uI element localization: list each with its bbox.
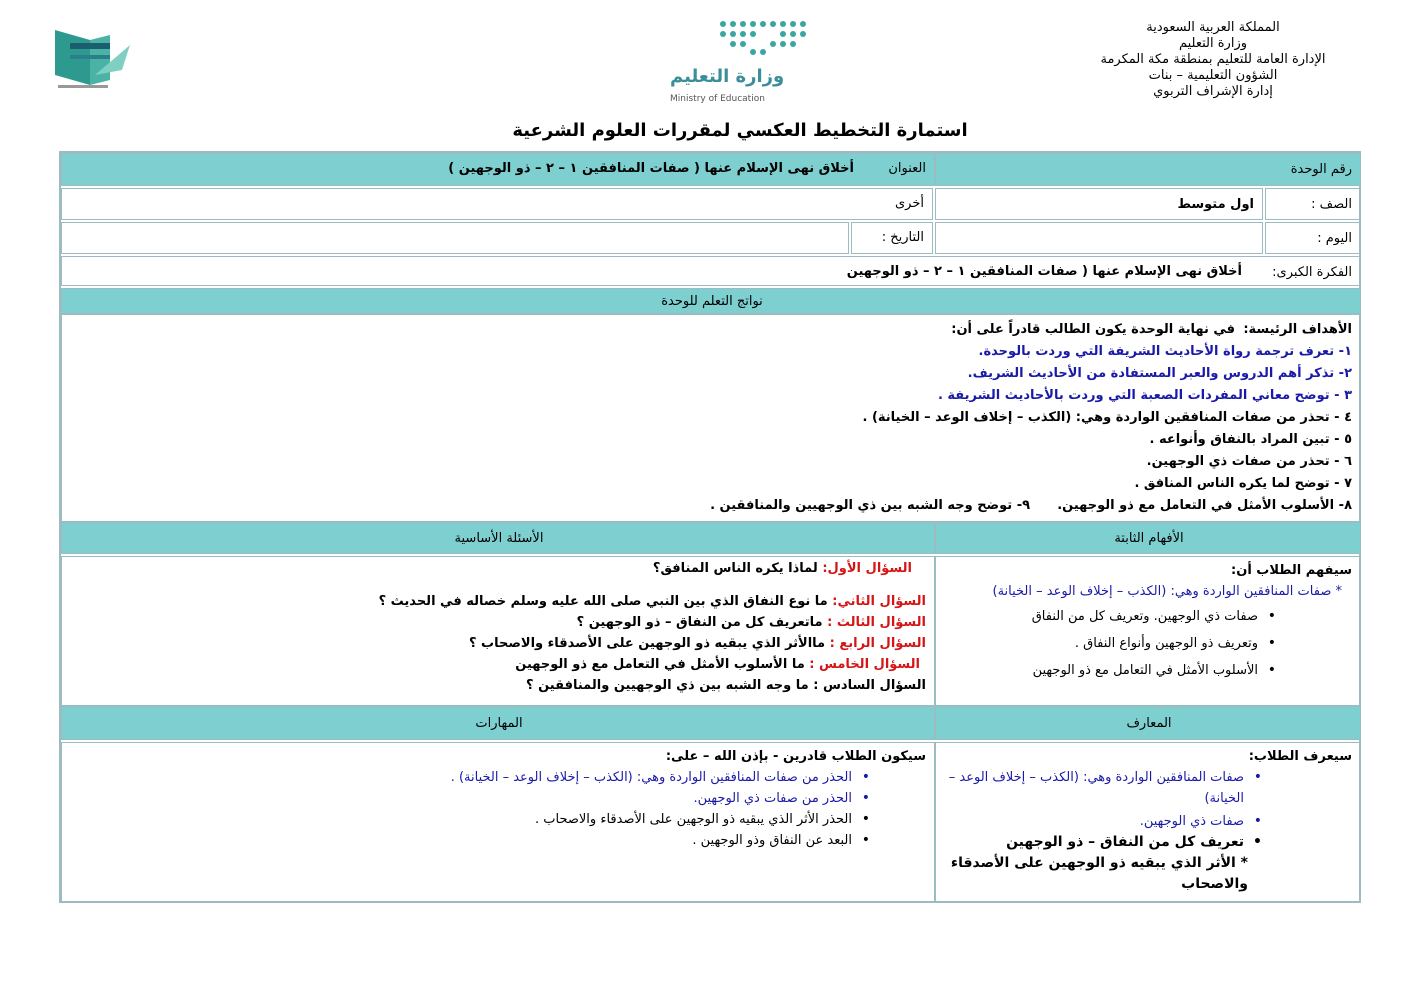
goals-intro-label: الأهداف الرئيسة: xyxy=(1243,322,1352,337)
header-line: الشؤون التعليمية – بنات xyxy=(1148,68,1278,83)
class-label-cell xyxy=(1265,188,1361,220)
skills-header-cell xyxy=(61,706,935,740)
title-cell xyxy=(61,153,935,186)
question-text: ماتعريف كل من النفاق – ذو الوجهين ؟ xyxy=(576,615,823,630)
day-label-cell xyxy=(1265,222,1361,254)
goal-text: تحذر من صفات ذي الوجهين. xyxy=(1146,454,1330,469)
understanding-item: • وتعريف ذو الوجهين وأنواع النفاق . xyxy=(942,633,1262,654)
question-item xyxy=(66,615,926,636)
question-label: السؤال الرابع : xyxy=(829,636,926,651)
moe-logo-english: Ministry of Education xyxy=(670,94,765,104)
skill-item: • الحذر من صفات المنافقين الواردة وهي: (الكذب – إخلاف الوعد – الخيانة) . xyxy=(66,767,856,788)
class-value-cell xyxy=(935,188,1263,220)
goal-num: ٢- xyxy=(1338,366,1352,381)
understanding-item: • صفات ذي الوجهين. وتعريف كل من النفاق xyxy=(942,606,1262,627)
question-label: السؤال الثاني: xyxy=(832,594,926,609)
knowledge-list xyxy=(942,746,1352,895)
goal-item xyxy=(72,429,1352,451)
questions-cell xyxy=(61,556,935,706)
day-value-cell xyxy=(935,222,1263,254)
outcomes-header: نواتج التعلم للوحدة xyxy=(661,294,763,309)
goal-num: ٩- xyxy=(1016,498,1031,513)
question-item xyxy=(66,636,926,657)
question-label: السؤال الخامس : xyxy=(809,657,920,672)
question-item xyxy=(66,594,926,615)
title-value: أخلاق نهى الإسلام عنها ( صفات المنافقين ١ – ٢ – ذو الوجهين ) xyxy=(448,161,854,176)
skills-bullets xyxy=(66,767,926,851)
big-idea-value: أخلاق نهى الإسلام عنها ( صفات المنافقين ١ – ٢ – ذو الوجهين xyxy=(846,264,1242,279)
understandings-intro: سيفهم الطلاب أن: xyxy=(1231,563,1352,578)
understandings-header-cell xyxy=(935,522,1361,554)
moe-dots-icon xyxy=(715,18,815,58)
date-value-cell xyxy=(61,222,849,254)
goals-intro-text: في نهاية الوحدة يكون الطالب قادراً على أن: xyxy=(951,322,1236,337)
question-item xyxy=(66,678,926,699)
questions-header-cell xyxy=(61,522,935,554)
form-title: استمارة التخطيط العكسي لمقررات العلوم الشرعية xyxy=(512,120,968,141)
question-text: لماذا يكره الناس المنافق؟ xyxy=(652,561,818,576)
question-item xyxy=(66,657,926,678)
goal-item xyxy=(72,451,1352,473)
goal-text: الأسلوب الأمثل في التعامل مع ذو الوجهين. xyxy=(1057,498,1335,513)
knowledge-header-cell xyxy=(935,706,1361,740)
skill-item: • الحذر الأثر الذي يبقيه ذو الوجهين على الأصدقاء والاصحاب . xyxy=(66,809,856,830)
question-text: ما وجه الشبه بين ذي الوجهيين والمنافقين ؟ xyxy=(526,678,809,693)
goal-num: ٣ - xyxy=(1334,388,1352,403)
goal-text: توضح وجه الشبه بين ذي الوجهيين والمنافقين . xyxy=(710,498,1013,513)
goals-intro xyxy=(72,319,1352,341)
header-line: المملكة العربية السعودية xyxy=(1146,20,1280,35)
skill-item: • الحذر من صفات ذي الوجهين. xyxy=(66,788,856,809)
goal-num: ٧ - xyxy=(1334,476,1352,491)
knowledge-item: * الأثر الذي يبقيه ذو الوجهين على الأصدقاء والاصحاب xyxy=(950,855,1248,892)
goal-text: توضح لما يكره الناس المنافق . xyxy=(1134,476,1330,491)
unit-number-label: رقم الوحدة xyxy=(1290,162,1352,177)
question-label: السؤال السادس : xyxy=(813,678,926,693)
knowledge-cell xyxy=(935,742,1361,903)
title-label: العنوان xyxy=(888,161,926,176)
goal-num: ٨- xyxy=(1338,498,1352,513)
date-label-cell xyxy=(851,222,933,254)
questions-list xyxy=(66,561,926,699)
goal-item xyxy=(72,407,1352,429)
understandings-list xyxy=(942,560,1352,681)
goal-item xyxy=(72,473,1352,495)
skills-cell xyxy=(61,742,935,903)
other-cell xyxy=(61,188,933,220)
skill-item: • البعد عن النفاق وذو الوجهين . xyxy=(66,830,856,851)
goal-num: ١- xyxy=(1338,344,1352,359)
understandings-bullets xyxy=(942,606,1352,681)
knowledge-item: • تعريف كل من النفاق – ذو الوجهين xyxy=(942,832,1248,853)
goal-text: تحذر من صفات المنافقين الواردة وهي: (الكذب – إخلاف الوعد – الخيانة) . xyxy=(862,410,1330,425)
question-text: ماالأثر الذي يبقيه ذو الوجهين على الأصدقاء والاصحاب ؟ xyxy=(468,636,826,651)
goal-num: ٥ - xyxy=(1334,432,1352,447)
goals-list xyxy=(72,319,1352,517)
class-label: الصف : xyxy=(1311,197,1352,212)
knowledge-header: المعارف xyxy=(1126,716,1172,731)
goal-num: ٤ - xyxy=(1334,410,1352,425)
header-line: الإدارة العامة للتعليم بمنطقة مكة المكرمة xyxy=(1100,52,1326,67)
big-idea-cell xyxy=(61,256,1361,286)
skills-intro: سيكون الطلاب قادرين - بإذن الله – على: xyxy=(665,749,926,764)
class-value: اول متوسط xyxy=(1177,197,1254,212)
knowledge-bullets xyxy=(942,767,1352,853)
understandings-cell xyxy=(935,556,1361,706)
understanding-item: * صفات المنافقين الواردة وهي: (الكذب – إخلاف الوعد – الخيانة) xyxy=(992,584,1342,599)
header-line: إدارة الإشراف التربوي xyxy=(1153,84,1273,99)
goal-num: ٦ - xyxy=(1334,454,1352,469)
day-label: اليوم : xyxy=(1317,231,1352,246)
question-item xyxy=(66,561,926,594)
question-label: السؤال الثالث : xyxy=(827,615,926,630)
goal-item xyxy=(72,341,1352,363)
knowledge-intro: سيعرف الطلاب: xyxy=(1248,749,1352,764)
header-line: وزارة التعليم xyxy=(1178,36,1248,51)
ministry-header xyxy=(1063,20,1363,100)
outcomes-header-cell xyxy=(61,288,1361,314)
skills-list xyxy=(66,746,926,851)
goal-text: تعرف ترجمة رواة الأحاديث الشريفة التي وردت بالوحدة. xyxy=(978,344,1335,359)
goal-item xyxy=(72,495,1352,517)
other-label: أخرى xyxy=(895,196,924,211)
understanding-item: • الأسلوب الأمثل في التعامل مع ذو الوجهين xyxy=(942,660,1262,681)
moe-logo xyxy=(660,18,830,113)
moe-logo-arabic: وزارة التعليم xyxy=(670,66,785,87)
goal-text: توضح معاني المفردات الصعبة التي وردت بالأحاديث الشريفة . xyxy=(937,388,1330,403)
org-logo-icon xyxy=(50,25,135,95)
skills-header: المهارات xyxy=(475,716,523,731)
question-text: ما نوع النفاق الذي بين النبي صلى الله عليه وسلم خصاله في الحديث ؟ xyxy=(378,594,828,609)
questions-header: الأسئلة الأساسية xyxy=(454,531,544,546)
knowledge-item: • صفات المنافقين الواردة وهي: (الكذب – إخلاف الوعد – الخيانة) xyxy=(942,767,1248,809)
goal-text: تبين المراد بالنفاق وأنواعه . xyxy=(1149,432,1330,447)
planning-table xyxy=(59,151,1361,903)
knowledge-item: • صفات ذي الوجهين. xyxy=(942,811,1248,832)
big-idea-label: الفكرة الكبرى: xyxy=(1272,265,1352,280)
goal-text: تذكر أهم الدروس والعبر المستفادة من الأحاديث الشريف. xyxy=(967,366,1335,381)
date-label: التاريخ : xyxy=(881,230,924,245)
goal-item xyxy=(72,385,1352,407)
goal-item xyxy=(72,363,1352,385)
unit-number-cell xyxy=(935,153,1361,186)
understandings-header: الأفهام الثابتة xyxy=(1114,531,1184,546)
question-label: السؤال الأول: xyxy=(822,561,912,576)
question-text: ما الأسلوب الأمثل في التعامل مع ذو الوجهين xyxy=(515,657,805,672)
goals-cell xyxy=(61,314,1361,522)
